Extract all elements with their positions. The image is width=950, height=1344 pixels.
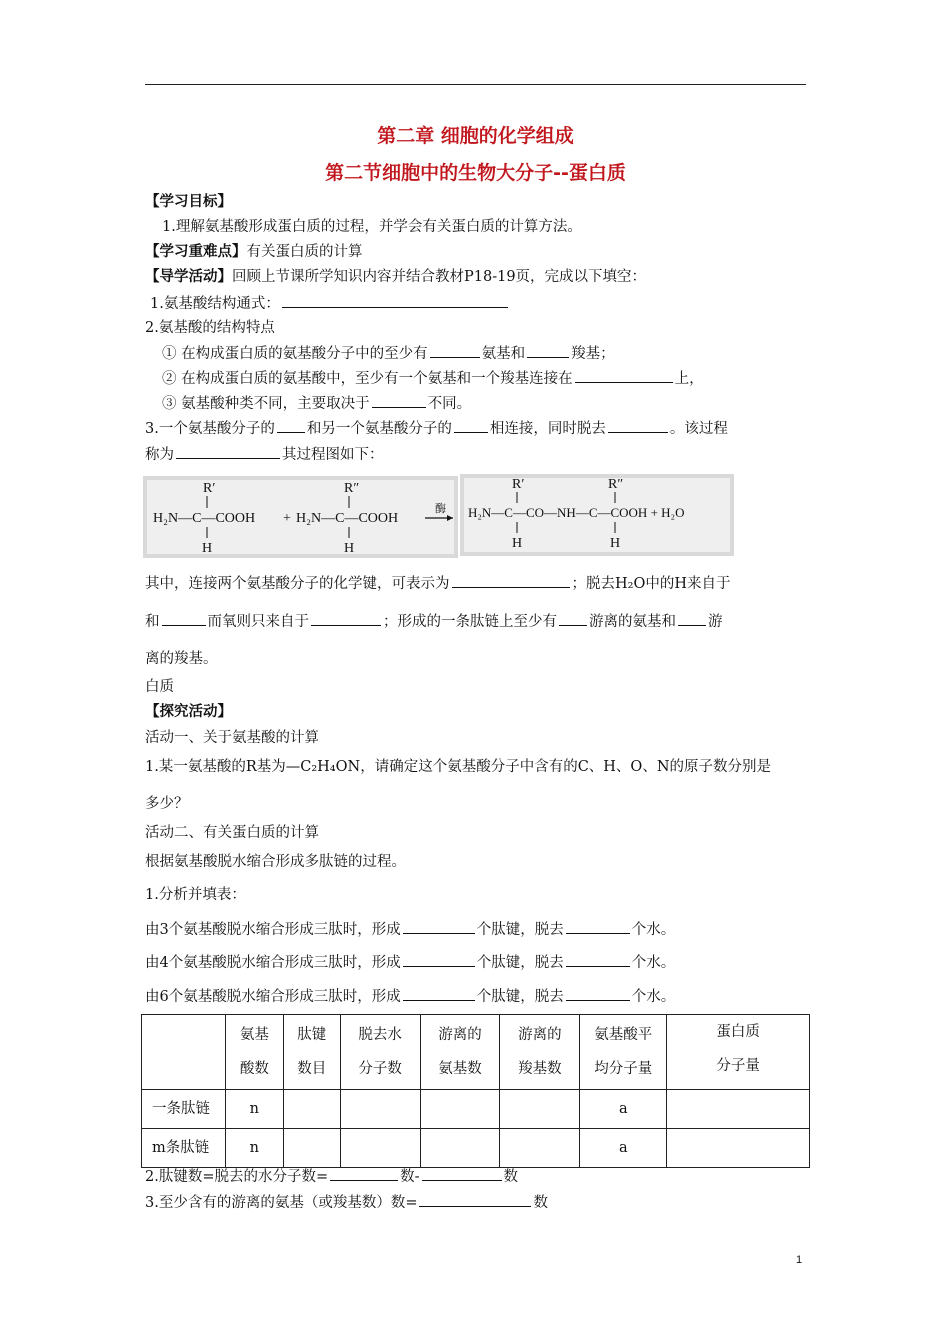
question-3-cont: 称为 其过程图如下： <box>145 444 384 465</box>
table-header: 蛋白质 分子量 <box>667 1015 810 1090</box>
table-row <box>142 1090 810 1129</box>
blank[interactable] <box>452 573 570 588</box>
table-row <box>142 1129 810 1168</box>
table-header: 游离的 羧基数 <box>500 1015 580 1090</box>
section-title: 第二节细胞中的生物大分子--蛋白质 <box>325 162 626 184</box>
formula-3: 3.至少含有的游离的氨基（或羧基数）数= 数 <box>145 1192 548 1213</box>
cell-blank[interactable] <box>340 1129 420 1168</box>
cell-blank[interactable] <box>500 1090 580 1129</box>
cell-blank[interactable] <box>667 1129 810 1168</box>
question-3: 3.一个氨基酸分子的 和另一个氨基酸分子的 相连接，同时脱去 。该过程 <box>145 418 728 439</box>
chapter-title: 第二章 细胞的化学组成 <box>377 125 574 147</box>
cell-blank[interactable] <box>283 1090 340 1129</box>
table-header: 肽键 数目 <box>283 1015 340 1090</box>
protein-table <box>141 1014 810 1168</box>
goal-heading: 【学习目标】 <box>145 193 232 210</box>
enzyme-label: 酶 <box>435 503 446 515</box>
h-label-2: H <box>610 536 621 551</box>
dipeptide-chain: H₂N—C—CO—NH—C—COOH + H₂O <box>468 505 685 520</box>
blank[interactable] <box>419 1192 531 1207</box>
paragraph-4: 白质 <box>145 679 174 695</box>
product-figure <box>460 474 734 556</box>
paragraph-3: 离的羧基。 <box>145 651 218 667</box>
blank[interactable] <box>575 368 673 383</box>
reactant-figure <box>143 476 458 558</box>
blank[interactable] <box>527 343 569 358</box>
blank[interactable] <box>282 293 508 308</box>
activity-1-question-cont: 多少？ <box>145 796 189 812</box>
table-header: 游离的 氨基数 <box>420 1015 500 1090</box>
table-header-empty <box>142 1015 226 1090</box>
blank[interactable] <box>566 986 630 1001</box>
blank[interactable] <box>162 611 206 626</box>
question-2: 2.氨基酸的结构特点 <box>145 320 275 336</box>
paragraph-1: 其中，连接两个氨基酸分子的化学键，可表示为 ；脱去H₂O中的H来自于 <box>145 573 731 594</box>
paragraph-2: 和 而氧则只来自于 ；形成的一条肽链上至少有 游离的氨基和 游 <box>145 611 723 632</box>
blank[interactable] <box>566 952 630 967</box>
fill-line-1: 由3个氨基酸脱水缩合形成三肽时，形成 个肽键，脱去 个水。 <box>145 919 675 940</box>
guide-activity: 【导学活动】回顾上节课所学知识内容并结合教材P18-19页，完成以下填空： <box>145 268 647 285</box>
row-label: m条肽链 <box>142 1129 226 1168</box>
cell-blank[interactable] <box>420 1090 500 1129</box>
row-label: 一条肽链 <box>142 1090 226 1129</box>
r-prime-label: R′ <box>203 481 216 496</box>
cell-blank[interactable] <box>283 1129 340 1168</box>
blank[interactable] <box>422 1166 502 1181</box>
fill-line-2: 由4个氨基酸脱水缩合形成三肽时，形成 个肽键，脱去 个水。 <box>145 952 675 973</box>
amino-acid-1: H₂N—C—COOH <box>153 511 256 526</box>
activity-2-title: 活动二、有关蛋白质的计算 <box>145 825 319 841</box>
table-header-row <box>142 1015 810 1090</box>
cell-blank[interactable] <box>667 1090 810 1129</box>
question-2b: ② 在构成蛋白质的氨基酸中，至少有一个氨基和一个羧基连接在 上， <box>162 368 704 389</box>
page-number: 1 <box>796 1254 803 1266</box>
blank[interactable] <box>176 444 280 459</box>
blank[interactable] <box>678 611 706 626</box>
activity-2-intro: 根据氨基酸脱水缩合形成多肽链的过程。 <box>145 854 406 870</box>
h-label-1: H <box>512 536 523 551</box>
blank[interactable] <box>403 952 475 967</box>
activity-2-question: 1.分析并填表： <box>145 887 246 903</box>
explore-heading: 【探究活动】 <box>145 703 232 720</box>
cell-avg-weight: a <box>580 1129 667 1168</box>
blank[interactable] <box>608 418 668 433</box>
formula-2: 2.肽键数=脱去的水分子数= 数- 数 <box>145 1166 518 1187</box>
blank[interactable] <box>372 393 426 408</box>
cell-acid-count: n <box>225 1129 283 1168</box>
r-double-prime-label: R″ <box>344 481 360 496</box>
key-points: 【学习重难点】有关蛋白质的计算 <box>145 243 363 260</box>
h-label-1: H <box>202 541 213 556</box>
blank[interactable] <box>403 919 475 934</box>
r-double-prime-label: R″ <box>608 477 624 492</box>
header-rule <box>145 84 806 85</box>
table-header: 脱去水 分子数 <box>340 1015 420 1090</box>
h-label-2: H <box>344 541 355 556</box>
cell-blank[interactable] <box>340 1090 420 1129</box>
cell-blank[interactable] <box>500 1129 580 1168</box>
blank[interactable] <box>559 611 587 626</box>
amino-acid-2: H₂N—C—COOH <box>296 511 399 526</box>
fill-line-3: 由6个氨基酸脱水缩合形成三肽时，形成 个肽键，脱去 个水。 <box>145 986 675 1007</box>
blank[interactable] <box>311 611 381 626</box>
goal-item: 1.理解氨基酸形成蛋白质的过程，并学会有关蛋白质的计算方法。 <box>162 219 582 235</box>
blank[interactable] <box>403 986 475 1001</box>
blank[interactable] <box>454 418 488 433</box>
cell-avg-weight: a <box>580 1090 667 1129</box>
table-header: 氨基酸平 均分子量 <box>580 1015 667 1090</box>
question-1: 1.氨基酸结构通式： <box>150 293 510 314</box>
r-prime-label: R′ <box>512 477 525 492</box>
blank[interactable] <box>566 919 630 934</box>
blank[interactable] <box>430 343 480 358</box>
cell-blank[interactable] <box>420 1129 500 1168</box>
cell-acid-count: n <box>225 1090 283 1129</box>
table-header: 氨基 酸数 <box>225 1015 283 1090</box>
blank[interactable] <box>277 418 305 433</box>
question-2a: ① 在构成蛋白质的氨基酸分子中的至少有 氨基和 羧基； <box>162 343 615 364</box>
blank[interactable] <box>330 1166 398 1181</box>
plus-sign: + <box>283 511 291 526</box>
activity-1-title: 活动一、关于氨基酸的计算 <box>145 730 319 746</box>
activity-1-question: 1.某一氨基酸的R基为—C₂H₄ON，请确定这个氨基酸分子中含有的C、H、O、N的原子数分别是 <box>145 759 772 775</box>
question-2c: ③ 氨基酸种类不同，主要取决于 不同。 <box>162 393 471 414</box>
